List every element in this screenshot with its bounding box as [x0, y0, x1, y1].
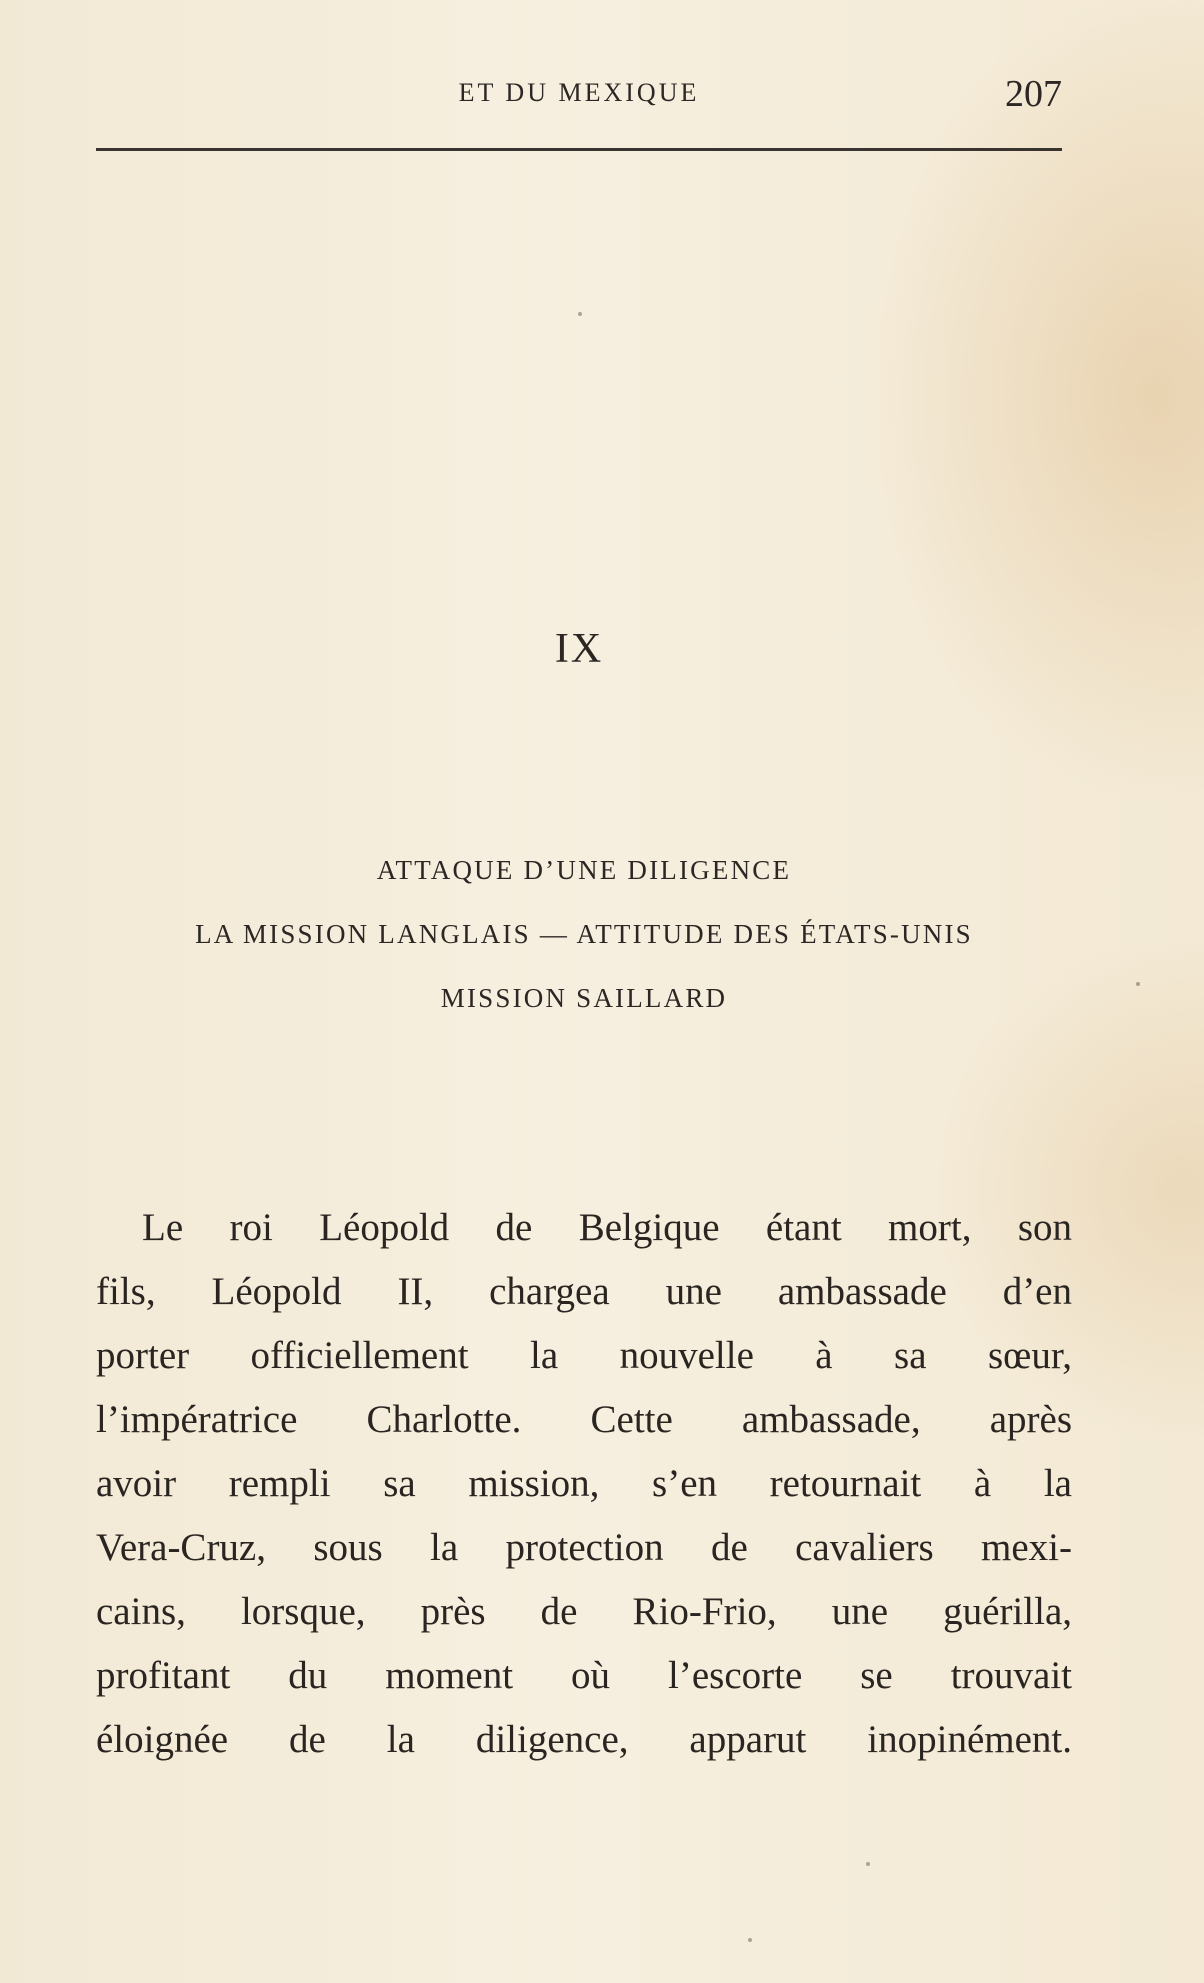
paper-speck — [748, 1938, 752, 1942]
running-head — [96, 72, 1062, 118]
text-line: cains, lorsque, près de Rio-Frio, une guérilla, — [96, 1590, 1072, 1633]
text-line: avoir rempli sa mission, s’en retournait à la — [96, 1462, 1072, 1505]
chapter-number: IX — [554, 626, 604, 672]
body-paragraph — [96, 1196, 1072, 1772]
running-title: ET DU MEXIQUE — [458, 78, 700, 107]
chapter-heading-line: MISSION SAILLARD — [440, 983, 728, 1013]
text-line: Vera-Cruz, sous la protection de cavaliers mexi- — [96, 1526, 1072, 1569]
chapter-heading-line: ATTAQUE D’UNE DILIGENCE — [376, 855, 792, 885]
chapter-heading-line: LA MISSION LANGLAIS — ATTITUDE DES ÉTATS-UNIS — [195, 919, 973, 949]
paper-speck — [866, 1862, 870, 1866]
paper-speck — [1136, 982, 1140, 986]
text-line: fils, Léopold II, chargea une ambassade d’en — [96, 1270, 1072, 1313]
text-line: porter officiellement la nouvelle à sa sœur, — [96, 1334, 1072, 1377]
text-line: éloignée de la diligence, apparut inopinément. — [96, 1718, 1072, 1761]
header-rule — [96, 148, 1062, 151]
paper-speck — [578, 312, 582, 316]
text-line: Le roi Léopold de Belgique étant mort, son — [142, 1206, 1072, 1249]
text-line: profitant du moment où l’escorte se trouvait — [96, 1654, 1072, 1697]
page-number: 207 — [1005, 73, 1062, 115]
chapter-heading — [96, 838, 1072, 1030]
text-line: l’impératrice Charlotte. Cette ambassade, après — [96, 1398, 1072, 1441]
